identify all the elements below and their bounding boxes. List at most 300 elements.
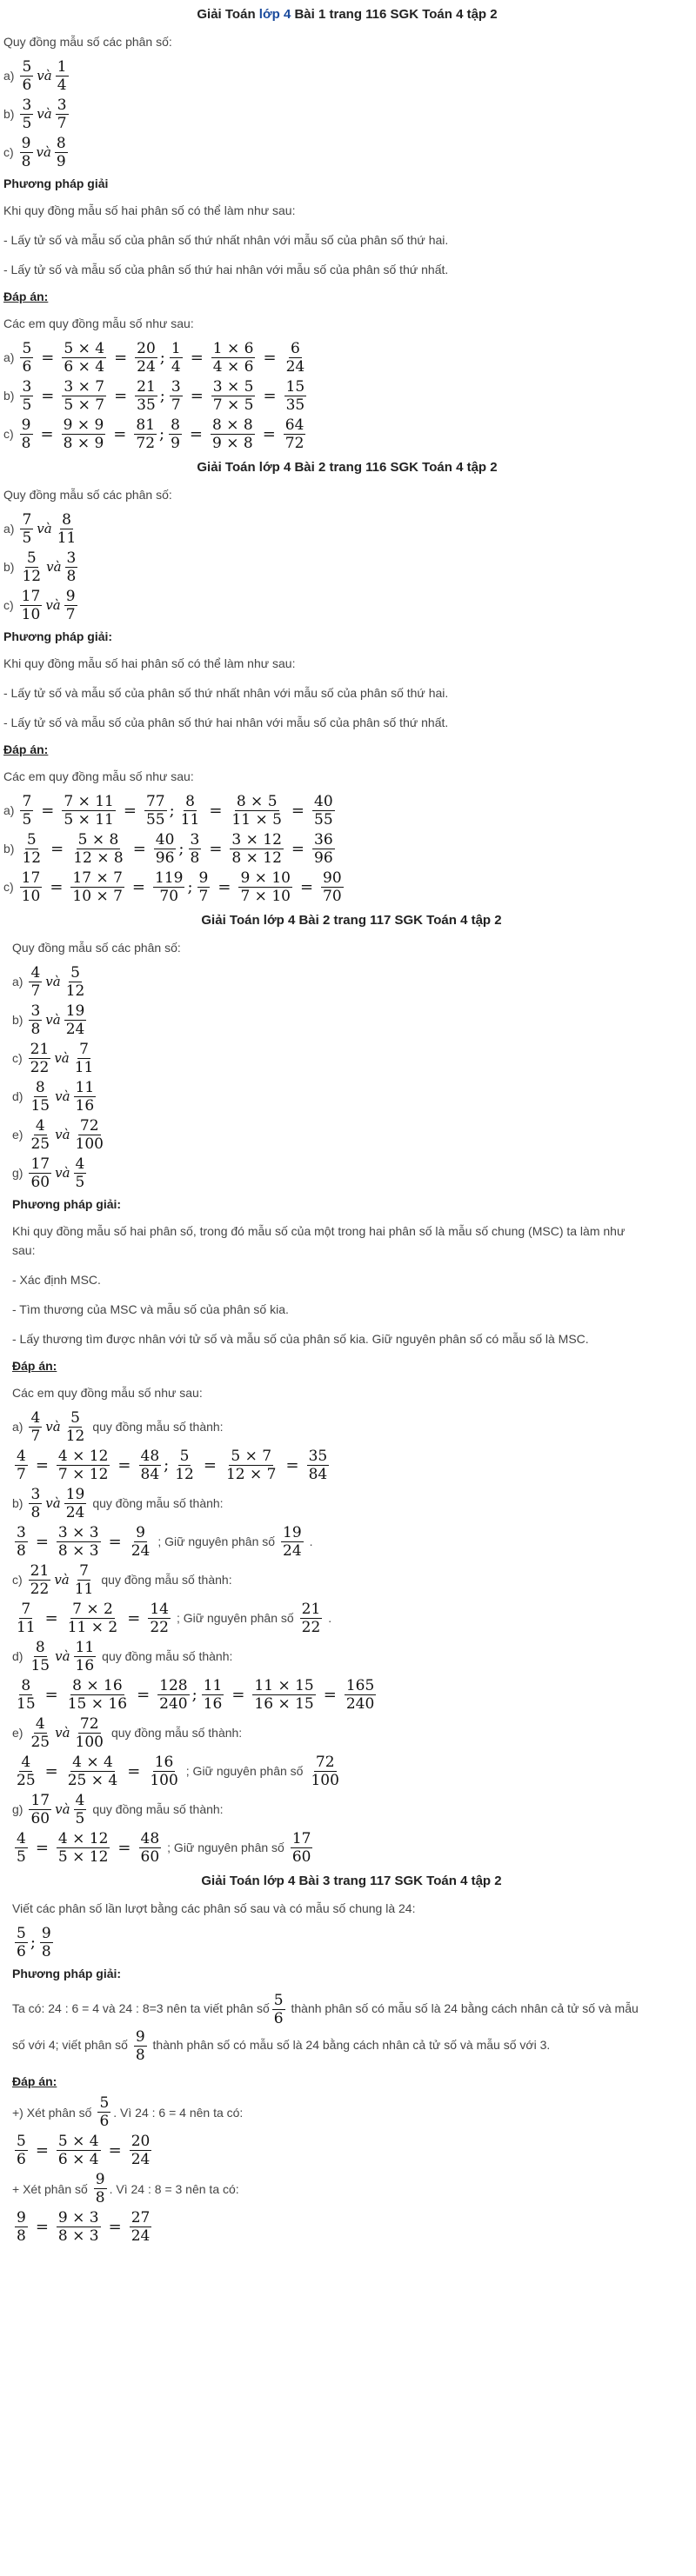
equals-sign: = — [50, 877, 64, 896]
fraction — [64, 964, 87, 1000]
answer-header — [12, 1637, 691, 1675]
method-label: Phương pháp giải — [3, 176, 109, 190]
denominator: 6 — [22, 357, 32, 376]
denominator: 6 × 4 — [64, 357, 105, 376]
given-fractions — [12, 1923, 691, 1961]
denominator: 4 — [57, 76, 67, 94]
numerator: 5 — [26, 549, 37, 567]
numerator: 5 × 7 — [231, 1447, 272, 1465]
denominator: 12 × 7 — [225, 1465, 277, 1483]
item-prefix: c) — [12, 1051, 23, 1065]
inline-text: +) Xét phân số — [12, 2105, 92, 2120]
equals-sign: = — [114, 348, 128, 367]
denominator: 24 — [283, 1541, 302, 1560]
numerator: 9 — [135, 2027, 145, 2046]
answer-header — [12, 1408, 691, 1446]
numerator: 3 — [22, 96, 32, 114]
fraction — [29, 1002, 42, 1038]
question-item — [12, 962, 691, 1001]
numerator: 119 — [155, 869, 184, 887]
fraction — [57, 2133, 101, 2168]
numerator: 72 — [79, 1714, 99, 1733]
numerator: 1 — [171, 339, 181, 357]
numerator: 9 — [21, 134, 31, 152]
answer-label: Đáp án: — [12, 1359, 57, 1373]
item-prefix: b) — [12, 1013, 23, 1027]
fraction — [252, 1677, 315, 1713]
fraction — [230, 831, 284, 867]
equals-sign: = — [127, 1608, 141, 1627]
equals-sign: = — [108, 2141, 122, 2160]
answer-equation — [12, 1828, 691, 1867]
joiner: và — [37, 521, 52, 536]
numerator: 17 — [30, 1155, 50, 1173]
answer-label: Đáp án: — [12, 2073, 57, 2088]
denominator: 35 — [137, 396, 156, 414]
fraction — [97, 2094, 110, 2130]
numerator: 1 — [57, 57, 67, 76]
numerator: 8 × 5 — [236, 792, 278, 810]
numerator: 40 — [314, 792, 333, 810]
denominator: 5 — [22, 810, 32, 829]
denominator: 22 — [30, 1580, 50, 1598]
fraction — [29, 1715, 51, 1751]
denominator: 60 — [291, 1847, 311, 1866]
fraction — [94, 2171, 107, 2207]
item-prefix: e) — [12, 1128, 23, 1142]
denominator: 70 — [323, 887, 342, 905]
denominator: 15 — [30, 1656, 50, 1674]
denominator: 55 — [145, 810, 165, 829]
equals-sign: = — [108, 2218, 122, 2237]
fraction — [307, 1448, 330, 1483]
fraction — [15, 1754, 37, 1789]
fraction — [62, 340, 106, 376]
fraction — [29, 1117, 51, 1153]
fraction — [130, 2209, 152, 2245]
separator: ; — [191, 1685, 197, 1704]
denominator: 24 — [130, 2227, 151, 2246]
fraction — [29, 964, 42, 1000]
inline-text: + Xét phân số — [12, 2181, 88, 2196]
grade-4-link[interactable]: lớp 4 — [258, 7, 291, 22]
equals-sign: = — [323, 1685, 337, 1704]
exercise-prompt: Quy đồng mẫu số các phân số: — [3, 35, 172, 49]
denominator: 12 — [175, 1465, 194, 1483]
denominator: 8 — [41, 1942, 51, 1960]
numerator: 4 — [35, 1116, 45, 1135]
method-label: Phương pháp giải: — [3, 629, 113, 643]
fraction — [211, 416, 255, 452]
fraction — [135, 378, 157, 414]
numerator: 3 — [30, 1485, 41, 1503]
fraction — [62, 793, 116, 829]
equals-sign: = — [291, 801, 305, 820]
fraction — [170, 340, 183, 376]
numerator: 5 — [70, 1408, 80, 1427]
denominator: 12 — [22, 849, 42, 867]
fraction — [20, 97, 33, 132]
denominator: 8 — [135, 2046, 145, 2064]
answer-label: Đáp án: — [3, 290, 49, 303]
denominator: 22 — [30, 1058, 50, 1076]
equals-sign: = — [203, 1455, 217, 1474]
equals-sign: = — [132, 839, 146, 858]
numerator: 5 — [99, 2094, 110, 2113]
fraction — [20, 511, 33, 547]
fraction — [64, 1409, 87, 1445]
fraction — [321, 869, 344, 905]
fraction — [312, 831, 335, 867]
denominator: 8 — [30, 1020, 41, 1038]
denominator: 7 — [198, 887, 209, 905]
fraction — [62, 378, 106, 414]
fraction — [29, 1079, 51, 1115]
method-text: - Lấy tử số và mẫu số của phân số thứ nhất nhân với mẫu số của phân số thứ hai. — [3, 686, 449, 700]
fraction — [20, 793, 33, 829]
item-prefix: a) — [12, 1420, 23, 1434]
numerator: 4 — [75, 1155, 85, 1173]
numerator: 77 — [145, 792, 165, 810]
joiner: và — [37, 68, 52, 83]
method-label: Phương pháp giải: — [12, 1967, 122, 1980]
item-prefix: a) — [3, 350, 15, 364]
joiner: và — [55, 1127, 70, 1142]
numerator: 8 — [56, 134, 66, 152]
fraction — [73, 1041, 96, 1076]
exercise-prompt: Quy đồng mẫu số các phân số: — [12, 941, 181, 955]
numerator: 4 — [17, 1829, 26, 1847]
denominator: 8 — [21, 152, 31, 170]
fraction — [64, 1486, 87, 1521]
fraction — [29, 1409, 42, 1445]
fraction — [15, 1448, 28, 1483]
title-text: Giải Toán — [197, 7, 259, 22]
numerator: 9 — [198, 869, 209, 887]
equals-sign: = — [50, 839, 64, 858]
denominator: 6 — [17, 2151, 26, 2169]
numerator: 21 — [137, 377, 156, 396]
denominator: 84 — [140, 1465, 160, 1483]
fraction — [179, 793, 202, 829]
numerator: 48 — [140, 1447, 160, 1465]
denominator: 7 — [171, 396, 181, 414]
equals-sign: = — [291, 839, 305, 858]
denominator: 8 — [17, 1541, 26, 1560]
answer-equation — [12, 1599, 691, 1637]
fraction — [15, 1601, 37, 1636]
equals-sign: = — [114, 386, 128, 405]
numerator: 5 × 4 — [64, 339, 105, 357]
answer-intro: Các em quy đồng mẫu số như sau: — [12, 1386, 203, 1400]
question-item — [3, 95, 691, 133]
answer-header — [12, 1790, 691, 1828]
fraction — [15, 2133, 28, 2168]
item-prefix: c) — [3, 598, 14, 612]
fraction — [29, 1041, 51, 1076]
numerator: 14 — [150, 1600, 169, 1618]
denominator: 24 — [130, 2151, 151, 2169]
numerator: 9 × 3 — [57, 2209, 99, 2227]
numerator: 4 — [35, 1714, 45, 1733]
denominator: 10 — [21, 887, 41, 905]
denominator: 11 — [180, 810, 200, 829]
method-text — [12, 1986, 691, 2069]
fraction — [134, 2028, 147, 2064]
fraction — [272, 1992, 285, 2027]
numerator: 4 — [21, 1753, 31, 1771]
answer-equation — [3, 415, 691, 453]
denominator: 10 — [21, 605, 41, 623]
numerator: 4 — [30, 963, 41, 982]
item-prefix: d) — [12, 1089, 23, 1103]
fraction — [291, 1830, 313, 1866]
denominator: 8 — [30, 1503, 41, 1521]
fraction — [134, 416, 157, 452]
numerator: 3 — [22, 377, 32, 396]
equals-sign: = — [231, 1685, 245, 1704]
joiner: và — [45, 1419, 61, 1434]
denominator: 16 — [203, 1694, 223, 1713]
numerator: 8 — [185, 792, 195, 810]
item-prefix: b) — [3, 107, 15, 121]
method-text: - Xác định MSC. — [12, 1273, 101, 1287]
fraction — [281, 1524, 304, 1560]
fraction — [73, 1562, 96, 1598]
equals-sign: = — [108, 1532, 122, 1551]
numerator: 3 — [30, 1002, 41, 1020]
denominator: 22 — [150, 1618, 169, 1636]
fraction — [20, 58, 33, 94]
numerator: 11 — [75, 1638, 95, 1656]
equals-sign: = — [218, 877, 231, 896]
numerator: 5 — [17, 1924, 26, 1942]
numerator: 5 — [273, 1991, 284, 2009]
denominator: 11 — [74, 1058, 94, 1076]
separator: ; — [178, 839, 184, 858]
equals-sign: = — [263, 348, 277, 367]
denominator: 22 — [301, 1618, 321, 1636]
fraction — [70, 869, 124, 905]
separator: ; — [30, 1933, 36, 1952]
numerator: 16 — [154, 1753, 174, 1771]
question-item — [12, 1039, 691, 1077]
denominator: 5 × 7 — [64, 396, 105, 414]
numerator: 90 — [323, 869, 342, 887]
denominator: 7 — [17, 1465, 26, 1483]
fraction — [300, 1601, 323, 1636]
denominator: 5 — [17, 1847, 26, 1866]
denominator: 84 — [308, 1465, 328, 1483]
denominator: 11 — [17, 1618, 36, 1636]
fraction — [29, 1639, 51, 1674]
equals-sign: = — [123, 801, 137, 820]
fraction — [20, 549, 43, 585]
fraction — [144, 793, 167, 829]
fraction — [57, 2209, 101, 2245]
answer-label: Đáp án: — [3, 742, 49, 756]
fraction — [139, 1830, 162, 1866]
equals-sign: = — [190, 348, 204, 367]
denominator: 16 — [75, 1096, 95, 1115]
denominator: 60 — [30, 1809, 50, 1827]
item-prefix: c) — [3, 427, 14, 441]
item-prefix: c) — [3, 880, 14, 894]
equals-sign: = — [189, 424, 204, 443]
denominator: 100 — [150, 1771, 178, 1789]
denominator: 35 — [285, 396, 305, 414]
denominator: 7 × 5 — [212, 396, 254, 414]
numerator: 48 — [140, 1829, 160, 1847]
fraction — [169, 416, 182, 452]
denominator: 25 — [17, 1771, 36, 1789]
numerator: 3 — [66, 549, 77, 567]
fraction — [135, 340, 157, 376]
denominator: 12 — [65, 1427, 85, 1445]
item-prefix: b) — [3, 842, 15, 855]
numerator: 35 — [308, 1447, 328, 1465]
fraction — [139, 1448, 162, 1483]
numerator: 8 — [62, 510, 71, 529]
fraction — [65, 549, 78, 585]
joiner: và — [55, 1725, 70, 1741]
denominator: 8 × 3 — [57, 2227, 99, 2246]
denominator: 240 — [345, 1694, 375, 1713]
numerator: 5 — [70, 963, 80, 982]
denominator: 11 — [57, 529, 77, 547]
denominator: 24 — [137, 357, 156, 376]
fraction — [157, 1677, 189, 1713]
answer-equation — [12, 2208, 691, 2247]
inline-text: quy đồng mẫu số thành: — [92, 1802, 224, 1816]
numerator: 4 × 12 — [57, 1447, 109, 1465]
question-item — [3, 548, 691, 586]
denominator: 8 × 12 — [231, 849, 282, 867]
numerator: 3 — [190, 830, 200, 849]
fraction — [130, 1524, 152, 1560]
item-prefix: b) — [3, 389, 15, 403]
inline-text: Ta có: 24 : 6 = 4 và 24 : 8=3 nên ta viết phân số — [12, 2001, 270, 2015]
fraction — [20, 869, 43, 905]
numerator: 17 × 7 — [72, 869, 123, 887]
numerator: 72 — [315, 1753, 335, 1771]
item-prefix: g) — [12, 1802, 23, 1816]
denominator: 4 — [171, 357, 181, 376]
numerator: 21 — [30, 1561, 50, 1580]
numerator: 3 — [171, 377, 181, 396]
equals-sign: = — [41, 801, 55, 820]
fraction — [29, 1155, 51, 1191]
question-item — [3, 133, 691, 171]
denominator: 72 — [284, 434, 304, 452]
joiner: và — [45, 1012, 61, 1028]
denominator: 240 — [159, 1694, 188, 1713]
numerator: 15 — [285, 377, 305, 396]
fraction — [224, 1448, 278, 1483]
question-item — [12, 1001, 691, 1039]
denominator: 8 — [190, 849, 200, 867]
denominator: 15 — [17, 1694, 36, 1713]
numerator: 3 — [57, 96, 67, 114]
method-text: - Lấy tử số và mẫu số của phân số thứ hai nhân với mẫu số của phân số thứ nhất. — [3, 263, 449, 276]
numerator: 81 — [136, 416, 156, 434]
fraction — [170, 378, 183, 414]
fraction — [20, 588, 43, 623]
denominator: 8 — [66, 567, 77, 585]
joiner: và — [55, 1648, 70, 1664]
answer-equation — [12, 1675, 691, 1714]
numerator: 11 — [203, 1676, 223, 1694]
denominator: 7 — [65, 605, 76, 623]
denominator: 60 — [30, 1173, 50, 1191]
fraction — [71, 831, 125, 867]
equals-sign: = — [263, 386, 277, 405]
numerator: 9 × 9 — [63, 416, 104, 434]
denominator: 12 × 8 — [73, 849, 124, 867]
fraction — [309, 1754, 340, 1789]
fraction — [74, 1155, 87, 1191]
joiner: và — [37, 106, 52, 122]
numerator: 7 × 2 — [72, 1600, 113, 1618]
equals-sign: = — [209, 839, 223, 858]
inline-text: quy đồng mẫu số thành: — [92, 1496, 224, 1510]
denominator: 72 — [136, 434, 156, 452]
joiner: và — [45, 1495, 61, 1511]
fraction — [74, 1792, 87, 1827]
denominator: 5 × 11 — [64, 810, 114, 829]
method-text: Khi quy đồng mẫu số hai phân số có thể làm như sau: — [3, 203, 296, 217]
answer-header — [12, 1484, 691, 1522]
denominator: 11 — [74, 1580, 94, 1598]
numerator: 4 — [75, 1791, 85, 1809]
question-item — [3, 509, 691, 548]
numerator: 27 — [130, 2209, 151, 2227]
denominator: 12 — [22, 567, 42, 585]
numerator: 3 × 12 — [231, 830, 282, 849]
exercise-prompt: Viết các phân số lần lượt bằng các phân số sau và có mẫu số chung là 24: — [12, 1901, 416, 1915]
separator: ; — [159, 348, 165, 367]
exercise-4 — [0, 1867, 696, 2247]
numerator: 64 — [284, 416, 304, 434]
numerator: 5 × 8 — [77, 830, 119, 849]
denominator: 60 — [140, 1847, 160, 1866]
item-prefix: b) — [3, 560, 15, 574]
fraction — [238, 869, 292, 905]
inline-text: quy đồng mẫu số thành: — [92, 1420, 224, 1434]
fraction — [15, 1524, 28, 1560]
joiner: và — [45, 597, 61, 613]
inline-text: thành phân số có mẫu số là 24 bằng cách nhân cả tử số và mẫu số với 4; viết phân số — [12, 2001, 639, 2052]
exercise-3-title: Giải Toán lớp 4 Bài 2 trang 117 SGK Toán 4 tập 2 — [201, 913, 502, 928]
numerator: 17 — [21, 869, 41, 887]
numerator: 36 — [314, 830, 333, 849]
item-prefix: e) — [12, 1726, 23, 1740]
denominator: 8 — [21, 434, 31, 452]
inline-text: thành phân số có mẫu số là 24 bằng cách nhân cả tử số và mẫu số với 3. — [152, 2037, 551, 2052]
denominator: 16 × 15 — [254, 1694, 314, 1713]
denominator: 5 — [22, 114, 32, 132]
item-prefix: g) — [12, 1166, 23, 1180]
numerator: 9 — [65, 587, 76, 605]
equals-sign: = — [35, 1455, 49, 1474]
denominator: 7 — [30, 982, 41, 1000]
numerator: 3 — [17, 1523, 26, 1541]
denominator: 9 — [56, 152, 66, 170]
numerator: 5 × 4 — [57, 2133, 99, 2151]
fraction — [153, 869, 184, 905]
fraction — [154, 831, 177, 867]
numerator: 8 — [35, 1078, 45, 1096]
